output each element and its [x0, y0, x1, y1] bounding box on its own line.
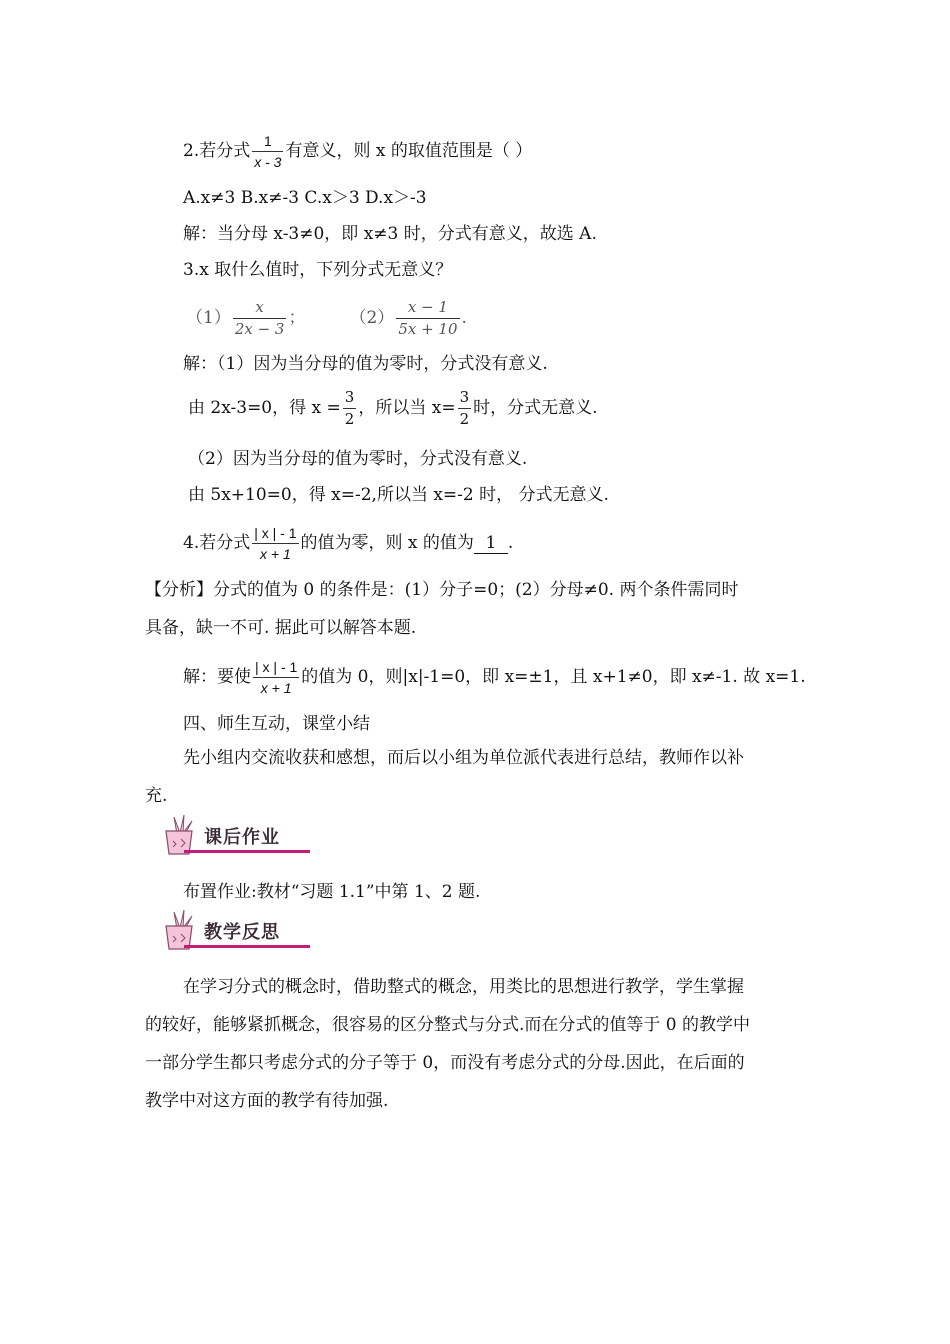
q3-sol2-den: 2: [344, 410, 355, 428]
q4-frac-num: | x | - 1: [252, 526, 298, 544]
summary-line2: 充.: [145, 786, 168, 806]
reflection-line3: 一部分学生都只考虑分式的分子等于 0，而没有考虑分式的分母.因此，在后面的: [145, 1053, 745, 1073]
q3-part1-fraction: [233, 300, 287, 337]
q4-end: .: [507, 533, 514, 553]
q3-solution-3: （2）因为当分母的值为零时，分式没有意义.: [188, 449, 528, 469]
homework-badge-title: 课后作业: [204, 827, 280, 848]
reflection-line4: 教学中对这方面的教学有待加强.: [145, 1091, 389, 1111]
homework-badge: [158, 813, 318, 857]
q2-options: A.x≠3 B.x≠-3 C.x＞3 D.x＞-3: [183, 188, 427, 208]
q2-prefix: 2.若分式: [183, 141, 251, 161]
homework-badge-underline: [184, 850, 310, 853]
q4-frac-den: x + 1: [260, 546, 291, 562]
reflection-badge-title: 教学反思: [204, 922, 280, 943]
q4-sol-den: x + 1: [260, 680, 292, 696]
q2-suffix: 有意义，则 x 的取值范围是（ ）: [285, 141, 533, 161]
q4-suffix: 的值为零，则 x 的值为: [300, 533, 474, 553]
reflection-badge: [158, 908, 318, 952]
q3-sol2-a: 由 2x-3=0，得 x =: [188, 398, 341, 418]
q4-sol-num: | x | - 1: [253, 660, 299, 678]
q3-part1-den: 2x − 3: [234, 320, 285, 338]
q2-stem: [183, 134, 532, 169]
q3-sol2-fraction-2: [458, 390, 472, 427]
q3-sol2-den2: 2: [459, 410, 470, 428]
summary-heading: 四、师生互动，课堂小结: [183, 714, 370, 734]
q3-part2-den: 5x + 10: [398, 320, 458, 338]
q4-analysis-line2: 具备，缺一不可. 据此可以解答本题.: [145, 618, 417, 638]
q4-analysis-line1: 【分析】分式的值为 0 的条件是：(1）分子=0；(2）分母≠0. 两个条件需同时: [145, 580, 739, 600]
q3-part2-end: .: [461, 308, 467, 328]
q4-prefix: 4.若分式: [183, 533, 251, 553]
q4-answer: 1: [474, 533, 508, 554]
q4-stem: [183, 526, 513, 561]
q3-solution-4: 由 5x+10=0，得 x=-2,所以当 x=-2 时， 分式无意义.: [188, 485, 609, 505]
q3-solution-1: 解：（1）因为当分母的值为零时，分式没有意义.: [183, 354, 548, 374]
q3-part2-fraction: [396, 300, 459, 337]
q3-sol2-num2: 3: [458, 390, 472, 409]
q3-part2-label: （2）: [349, 308, 395, 328]
q4-sol-prefix: 解：要使: [183, 667, 251, 687]
q3-part1-label: （1）: [186, 308, 231, 328]
reflection-badge-underline: [184, 945, 310, 948]
q2-fraction: [252, 134, 283, 169]
q2-frac-den: x - 3: [254, 154, 282, 170]
q3-solution-2: [188, 390, 598, 427]
q3-parts: [186, 300, 467, 337]
q4-fraction: [252, 526, 298, 561]
reflection-line1: 在学习分式的概念时，借助整式的概念，用类比的思想进行教学，学生掌握: [183, 977, 744, 997]
q2-frac-num: 1: [252, 134, 283, 152]
summary-line1: 先小组内交流收获和感想，而后以小组为单位派代表进行总结，教师作以补: [183, 748, 744, 768]
q3-part1-sep: ；: [288, 308, 306, 328]
q4-sol-suffix: 的值为 0，则|x|-1=0，即 x=±1，且 x+1≠0，即 x≠-1. 故 x=1.: [301, 667, 806, 687]
q4-sol-fraction: [253, 660, 299, 695]
q3-sol2-c: 时，分式无意义.: [473, 398, 598, 418]
q3-sol2-num: 3: [343, 390, 357, 409]
q4-solution: [183, 660, 806, 695]
q3-part1-num: x: [233, 300, 287, 319]
q3-part2-num: x − 1: [396, 300, 459, 319]
q3-prompt: 3.x 取什么值时，下列分式无意义？: [183, 260, 453, 280]
q3-sol2-fraction: [343, 390, 357, 427]
q2-solution: 解：当分母 x-3≠0，即 x≠3 时，分式有意义，故选 A.: [183, 224, 597, 244]
q3-sol2-b: ，所以当 x=: [358, 398, 456, 418]
reflection-line2: 的较好，能够紧抓概念，很容易的区分整式与分式.而在分式的值等于 0 的教学中: [145, 1015, 751, 1035]
homework-text: 布置作业:教材“习题 1.1”中第 1、2 题.: [183, 882, 481, 902]
